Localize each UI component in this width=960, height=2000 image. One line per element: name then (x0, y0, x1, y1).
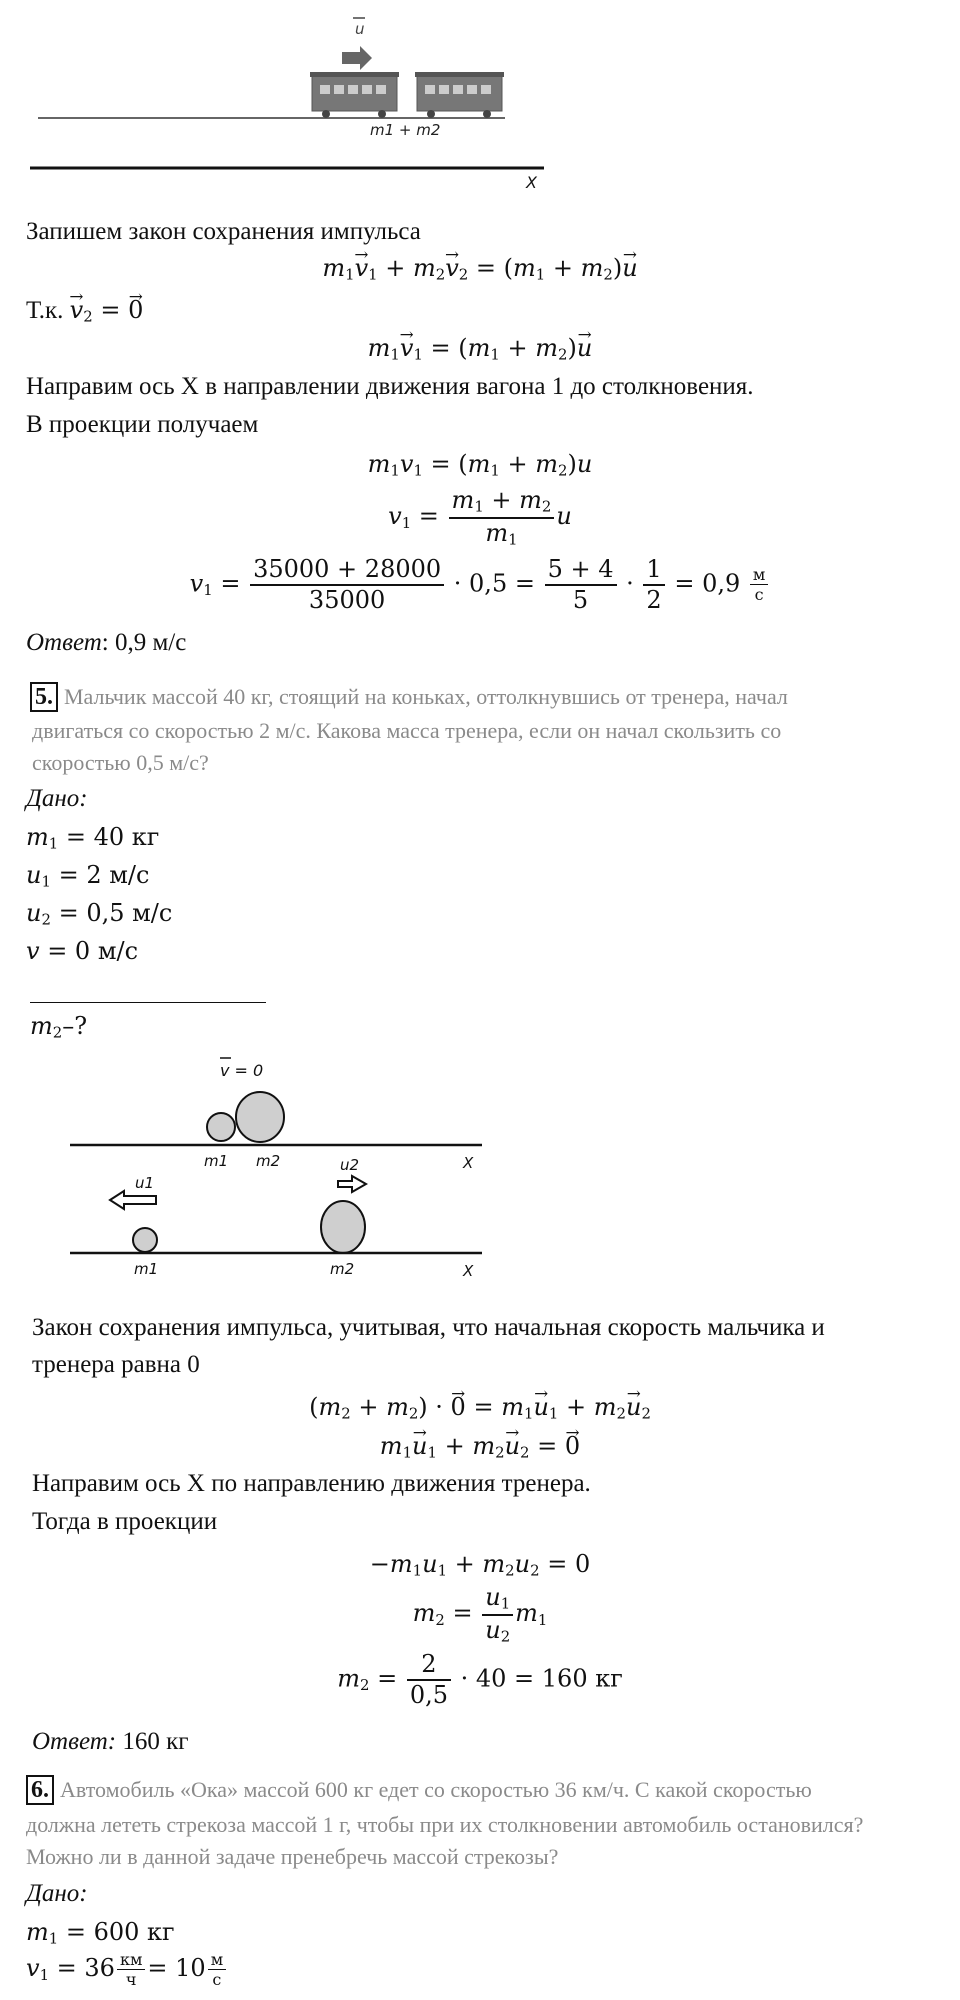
task5-momentum-text-2: тренера равна 0 (32, 1351, 200, 1378)
velocity-u-label: u (355, 20, 365, 38)
skaters-figure (60, 1050, 500, 1280)
axis-direction-text: Направим ось X в направлении движения вагона 1 до столкновения. (26, 373, 754, 400)
momentum-law-text: Запишем закон сохранения импульса (26, 218, 421, 245)
svg-text:X: X (463, 1154, 474, 1172)
svg-text:m2: m2 (256, 1152, 281, 1170)
given-label: Дано: (26, 785, 88, 812)
arrow-left-icon (110, 1191, 156, 1209)
u1-label: u1 (135, 1174, 155, 1192)
task5-momentum-text: Закон сохранения импульса, учитывая, что начальная скорость мальчика и (32, 1314, 825, 1341)
find-m2: $m_2-$? (30, 1012, 88, 1042)
equation-task5-projection: $-m_1u_1 + m_2u_2 = 0$ (369, 1550, 591, 1580)
task-6-statement-line3: Можно ли в данной задаче пренебречь массой стрекозы? (26, 1844, 559, 1869)
task-5-statement-line2: двигаться со скоростью 2 м/с. Какова масса тренера, если он начал скользить со (32, 718, 782, 743)
task-number-badge: 6. (26, 1775, 54, 1805)
direction-arrow-icon (342, 46, 372, 70)
given-u1: $u_1 = 2$ м/с (26, 861, 150, 891)
equation-m2-numeric: $m_2$ = $\frac{2}{0,5}$ · 40 = 160 кг (337, 1650, 623, 1709)
v-zero-label: v = 0 (220, 1061, 264, 1080)
given-divider (30, 1002, 266, 1003)
trainer-ball-icon-after (321, 1201, 365, 1253)
answer-1: Ответ: 0,9 м/с (26, 629, 187, 656)
equation-task5-reduced: $m_1\to u_1 + m_2\to u_2$ = → 0 (0, 1432, 960, 1462)
svg-text:X: X (463, 1262, 474, 1280)
given-label-6: Дано: (26, 1880, 88, 1907)
task-5-statement: 5. Мальчик массой 40 кг, стоящий на коньках, оттолкнувшись от тренера, начал (30, 682, 788, 712)
equation-m2-formula: $m_2$ = $\frac{u_1}{u_2}$ $m_1$ (412, 1583, 548, 1646)
answer-5: Ответ: 160 кг (32, 1728, 189, 1755)
wagon-1-icon (310, 72, 399, 118)
given-m1: $m_1 = 40$ кг (26, 823, 160, 853)
equation-v1-numeric: $v_1$ = $\frac{35000 + 28000}{35000}$ · 0,5 = $\frac{5 + 4}{5}$ · $\frac{1}{2}$ = 0,9 $\frac{м}{с}$ (0, 555, 960, 615)
since-v2-zero-text: Т.к. → $v_2$ = → 0 (26, 296, 143, 326)
given-u2: $u_2 = 0,5$ м/с (26, 899, 173, 929)
trainer-ball-icon (236, 1092, 284, 1142)
boy-ball-icon (207, 1113, 235, 1141)
given-v1-6: $v_1 = 36$ $\frac{км}{ч}$ = 10 $\frac{м}{с}$ (26, 1950, 228, 1989)
task-6-statement-line2: должна лететь стрекоза массой 1 г, чтобы при их столкновении автомобиль остановился? (26, 1812, 864, 1837)
masses-label: m1 + m2 (370, 121, 441, 139)
task-number-badge: 5. (30, 682, 58, 712)
equation-task5-vector: $(m_2 + m_2)$ · → $0 = m_1\to u_1 + m_2\to u_2$ (0, 1393, 960, 1423)
equation-momentum-vector: $m_1\to v_1 + m_2\to v_2 = (m_1 + m_2)\to u$ (0, 254, 960, 284)
equation-momentum-reduced: $m_1\to v_1 = (m_1 + m_2)\to u$ (0, 334, 960, 364)
given-m1-6: $m_1 = 600$ кг (26, 1918, 175, 1948)
u2-label: u2 (340, 1156, 360, 1174)
arrow-right-icon (338, 1176, 366, 1192)
axis-x-label: X (526, 173, 537, 190)
boy-ball-icon-after (133, 1228, 157, 1252)
svg-text:m1: m1 (204, 1152, 229, 1170)
svg-text:m1: m1 (134, 1260, 159, 1278)
equation-v1-formula: $v_1$ = $\frac{m_1 + m_2}{m_1}$ u (388, 486, 572, 549)
wagons-figure (30, 10, 550, 190)
task5-axis-text: Направим ось X по направлению движения тренера. (32, 1470, 591, 1497)
svg-text:m2: m2 (330, 1260, 355, 1278)
wagon-2-icon (415, 72, 504, 118)
task5-projection-text: Тогда в проекции (32, 1508, 218, 1535)
task-6-statement: 6. Автомобиль «Ока» массой 600 кг едет со скоростью 36 км/ч. С какой скоростью (26, 1775, 812, 1805)
task-5-statement-line3: скоростью 0,5 м/с? (32, 750, 209, 775)
equation-projection: $m_1v_1 = (m_1 + m_2)u$ (367, 450, 593, 480)
projection-text: В проекции получаем (26, 411, 259, 438)
given-v: v = 0 м/с (26, 937, 139, 965)
